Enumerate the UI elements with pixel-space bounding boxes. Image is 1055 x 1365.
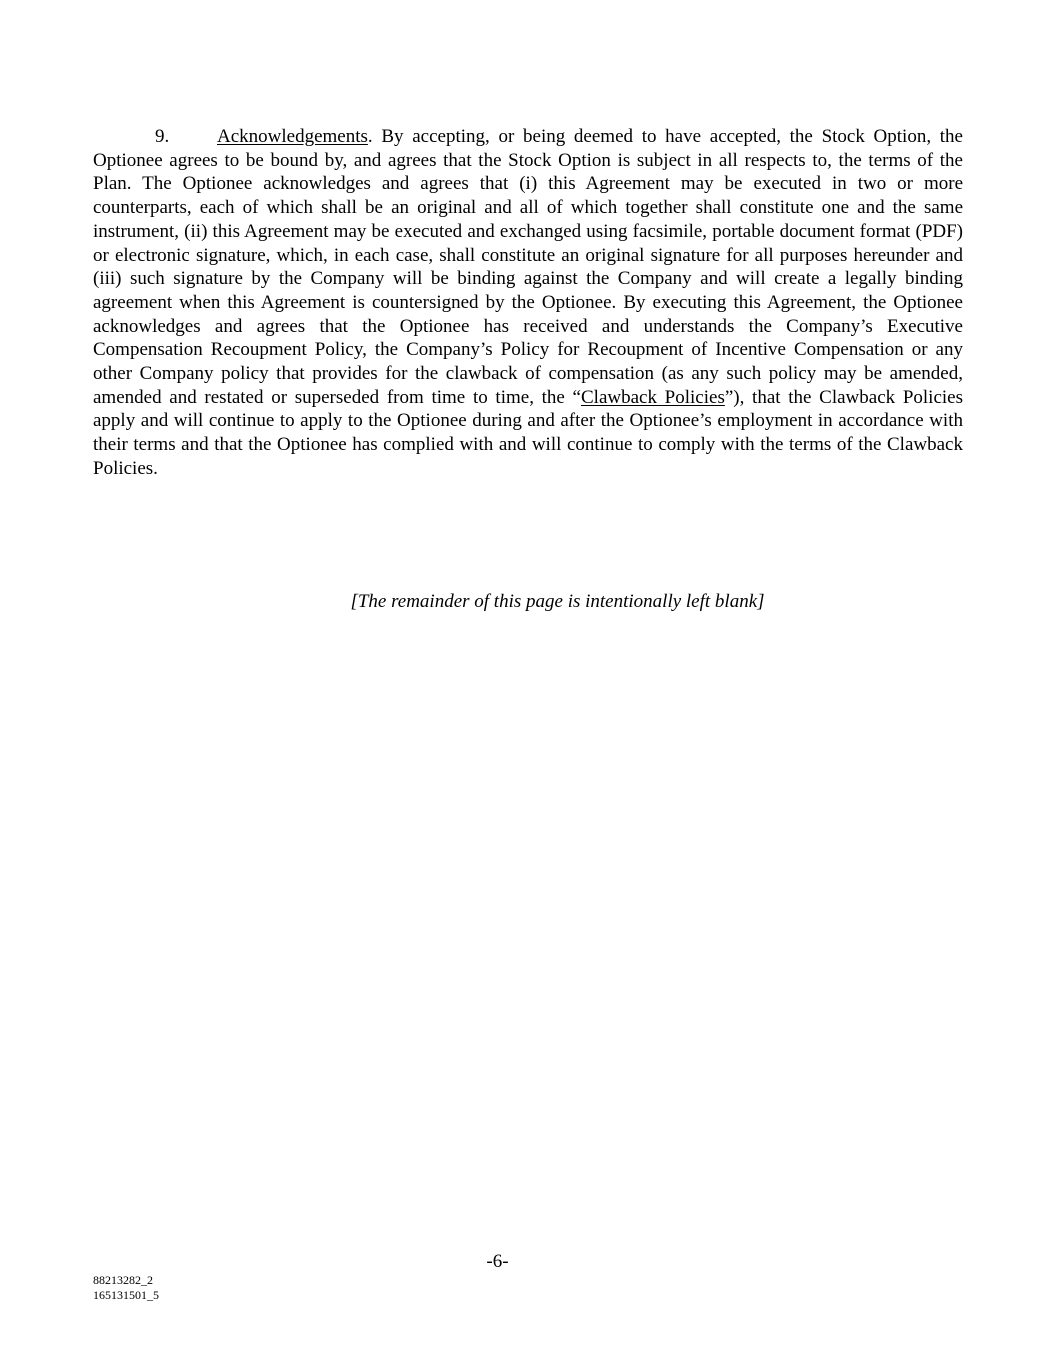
section-text-part-1: By accepting, or being deemed to have accepted, the Stock Option, the Optionee agrees to be bound by, and agrees that the Stock Option is subject in all respects to, the terms of the Plan. The Optionee acknowledges and agrees that (i) this Agreement may be executed in two or more counterparts, each of which shall be an original and all of which together shall constitute one and the same instrument, (ii) this Agreement may be executed and exchanged using facsimile, portable document format (PDF) or electronic signature, which, in each case, shall constitute an original signature for all purposes hereunder and (iii) such signature by the Company will be binding against the Company and will create a legally binding agreement when this Agreement is countersigned by the Optionee. By executing this Agreement, the Optionee acknowledges and agrees that the Optionee has received and understands the Company’s Executive Compensation Recoupment Policy, the Company’s Policy for Recoupment of Incentive Compensation or any other Company policy that provides for the clawback of compensation (as any such policy may be amended, amended and restated or superseded from time to time, the “ <box>93 126 963 408</box>
section-number: 9. <box>155 126 170 147</box>
section-9-paragraph <box>93 125 963 481</box>
section-text-part-2: ”), that the Clawback Policies apply and will continue to apply to the Optionee during and after the Optionee’s employment in accordance with their terms and that the Optionee has complied with and will continue to comply with the terms of the Clawback Policies. <box>93 386 963 479</box>
heading-period: . <box>367 126 373 147</box>
document-id: 165131501_5 <box>93 1288 159 1302</box>
blank-page-note: [The remainder of this page is intentionally left blank] <box>350 591 765 612</box>
defined-term-clawback-policies: Clawback Policies <box>581 386 725 408</box>
section-heading: Acknowledgements <box>217 126 368 147</box>
document-id: 88213282_2 <box>93 1273 153 1287</box>
document-ids <box>93 1273 159 1303</box>
page-number: -6- <box>486 1251 509 1272</box>
